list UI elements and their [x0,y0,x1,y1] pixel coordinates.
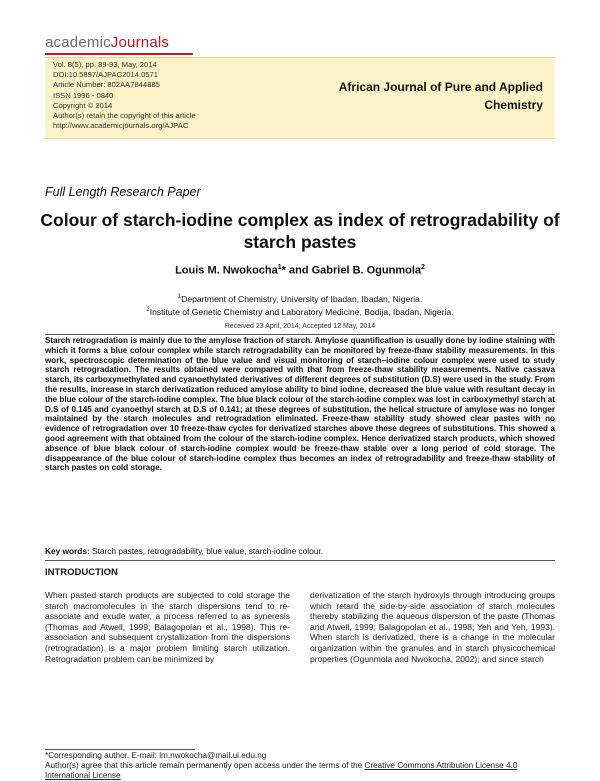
meta-issn: ISSN 1996 - 0840 [53,90,114,100]
footnote-rule [45,749,195,750]
received-dates: Received 23 April, 2014; Accepted 12 May, 2014 [224,323,376,330]
author-list [40,264,560,277]
article-info-box [45,57,555,139]
article-meta [53,60,196,131]
affiliation-2-text: Institute of Genetic Chemistry and Laboratory Medicine, Bodija, Ibadan, Nigeria. [149,306,454,317]
journal-name: African Journal of Pure and Applied Chemistry [338,80,543,112]
license-note [45,761,555,781]
meta-article-number: Article Number: 802AA7844885 [53,80,160,90]
author-separator: and [285,264,312,277]
abstract-text: Starch retrogradation is mainly due to the amylose fraction of starch. Amylose quantification is usually done by iodine staining with which it forms a blue colour complex while starch retrogradability can be monitored by freeze-thaw stability measurements. In this work, spectroscopic determination of the blue value and visual monitoring of starch–iodine colour complex were used to study starch retrogradation. The results obtained were compared with that from freeze-thaw stability measurements. Native cassava starch, its carboxymethylated and cyanoethylated derivatives of different degrees of substitution (D.S) were used in the study. From the results, increase in starch derivatization reduced amylose ability to bind iodine, decreased the blue value with resultant decay in the blue colour of the starch-iodine complex. The blue black colour of the starch-iodine complex was lost in carboxymethyl starch at D.S of 0.145 and cyanoethyl starch at D.S of 0.141; at these degrees of substitution, the helical structure of amylose was no longer maintained by the starch molecules and retrogradation eliminated. Freeze-thaw stability study showed clear pastes with no evidence of retrogradation over 10 freeze-thaw cycles for derivatized starches above these degrees of substitutions. This showed a good agreement with that obtained from the colour of the starch-iodine complex. Hence derivatized starch products, which showed absence of blue black colour of starch-iodine complex would be freeze-thaw stable over a long period of cold storage. The disappearance of the blue colour of starch-iodine complex thus becomes an index of retrogradability and freeze-thaw stability of starch pastes on cold storage. [45,336,555,473]
author-2: Gabriel B. Ogunmola [311,264,422,277]
author-2-affil-mark: 2 [421,264,425,271]
corresponding-mark: * [281,264,286,277]
keywords-bottom-rule [45,560,555,561]
affiliations [40,292,560,318]
meta-volume: Vol. 8(5), pp. 89-93, May, 2014 [53,60,157,69]
abstract-top-rule [45,334,555,335]
license-text: Author(s) agree that this article remain permanently open access under the terms of the [45,761,365,770]
logo-text-journals: Journals [110,34,170,51]
footnote [45,751,555,781]
affiliation-1-text: Department of Chemistry, University of Ibadan, Ibadan, Nigeria. [181,293,423,304]
keywords [45,546,555,556]
author-1: Louis M. Nwokocha [175,264,278,277]
license-link[interactable]: Creative Commons Attribution License 4.0 International License [45,761,518,780]
intro-right-column: derivatization of the starch hydroxyls through introducing groups which retard the side-by-side association of starch molecules thereby stabilizing the aqueous dispersion of the paste (Thomas and Atwell, 1999; Balagopolan et al., 1998; Yeh and Yeh, 1993). When starch is derivatized, there is a change in the molecular organization within the granules and in starch physicochemical properties (Ogunmola and Nwokocha, 2002); and since starch [310,590,555,664]
meta-doi[interactable]: DOI:10.5897/AJPAC2014.0571 [53,70,158,80]
affiliation-1 [40,292,560,305]
logo-underline [45,53,193,55]
keywords-text: Starch pastes, retrogradability, blue value, starch-iodine colour. [89,546,323,556]
keywords-label: Key words: [45,546,90,556]
meta-rights: Author(s) retain the copyright of this article [53,111,196,121]
meta-copyright: Copyright © 2014 [53,100,113,110]
affiliation-2 [40,305,560,318]
paper-type: Full Length Research Paper [45,185,201,199]
intro-left-column: When pasted starch products are subjected to cold storage the starch macromolecules in the starch dispersions tend to re-associate and exude water, a process referred to as syneresis (Thomas and Atwell, 1999; Balagopolan et al., 1998). This re-association and subsequent crystallization from the dispersions (retrogradation) is a major problem limiting starch utilization. Retrogradation problem can be minimized by [45,590,290,664]
affiliation-1-mark: 1 [177,294,182,300]
logo-text-academic: academic [45,34,111,51]
author-1-affil-mark: 1 [277,264,282,271]
meta-journal-url[interactable]: http://www.academicjournals.org/AJPAC [53,121,189,131]
affiliation-2-mark: 2 [146,306,150,313]
section-heading-introduction: INTRODUCTION [45,567,118,578]
corresponding-author: *Corresponding author. E-mail: lm.nwokocha@mail.ui.edu.ng [45,751,267,760]
paper-title: Colour of starch-iodine complex as index of retrogradability of starch pastes [40,210,560,252]
publisher-logo [45,34,169,51]
